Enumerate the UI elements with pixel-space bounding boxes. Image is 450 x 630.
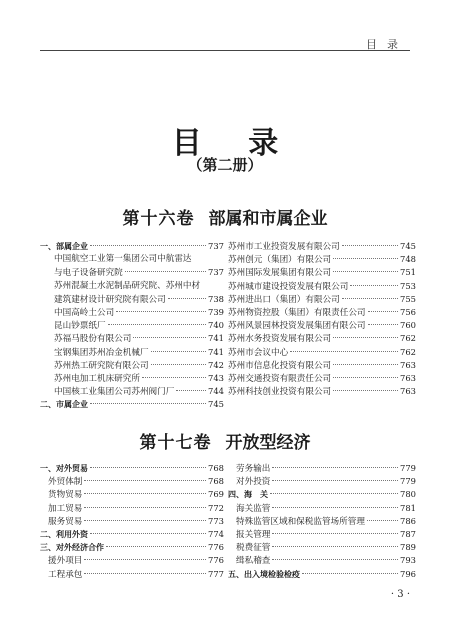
toc-entry bbox=[228, 293, 416, 306]
toc-leader-dots bbox=[84, 520, 206, 521]
toc-entry-title: 苏州进出口（集团）有限公司 bbox=[228, 294, 340, 305]
toc-entry-page: 762 bbox=[400, 333, 416, 344]
toc-entry-title: 苏州城市建设投资发展有限公司 bbox=[228, 281, 349, 292]
toc-entry bbox=[40, 502, 224, 515]
toc-entry-page: 793 bbox=[400, 555, 416, 566]
toc-entry-title: 报关管理 bbox=[236, 529, 271, 540]
toc-entry-title: 四、海 关 bbox=[228, 490, 268, 500]
toc-entry bbox=[40, 346, 224, 359]
page-subtitle: （第二册） bbox=[187, 156, 263, 174]
toc-entry-page: 741 bbox=[208, 346, 224, 357]
toc-leader-dots bbox=[368, 324, 398, 325]
toc-entry bbox=[40, 385, 224, 398]
toc-leader-dots bbox=[368, 311, 398, 312]
toc-entry-page: 745 bbox=[400, 241, 416, 251]
toc-entry-title: 二、利用外资 bbox=[40, 529, 88, 539]
volume-16-heading bbox=[0, 204, 450, 229]
toc-entry bbox=[228, 502, 416, 515]
toc-entry-page: 748 bbox=[400, 254, 416, 265]
toc-entry-page: 743 bbox=[208, 372, 224, 383]
toc-entry bbox=[40, 372, 224, 385]
toc-leader-dots bbox=[133, 337, 206, 338]
toc-leader-dots bbox=[108, 324, 206, 325]
toc-entry-title: 外贸体制 bbox=[48, 477, 83, 488]
toc-entry bbox=[228, 346, 416, 359]
toc-entry bbox=[228, 319, 416, 332]
toc-entry bbox=[40, 293, 224, 306]
toc-entry-page: 753 bbox=[400, 280, 416, 291]
toc-entry bbox=[228, 253, 416, 266]
toc16-right-column bbox=[228, 240, 416, 398]
toc-entry-page: 738 bbox=[208, 293, 224, 304]
toc-leader-dots bbox=[333, 337, 398, 338]
toc-entry bbox=[228, 528, 416, 541]
toc-entry-page: 742 bbox=[208, 359, 224, 370]
toc-entry-page: 745 bbox=[208, 399, 224, 410]
toc-entry bbox=[228, 462, 416, 475]
toc-entry-title: 中国核工业集团公司苏州阀门厂 bbox=[54, 387, 175, 398]
toc-entry bbox=[40, 319, 224, 332]
toc-entry-page: 796 bbox=[400, 568, 416, 579]
toc-entry bbox=[40, 488, 224, 501]
toc-leader-dots bbox=[333, 377, 398, 378]
toc-entry-title: 苏州水务投资发展有限公司 bbox=[228, 334, 332, 345]
toc-leader-dots bbox=[168, 298, 206, 299]
toc-entry-title: 苏州物资控股（集团）有限责任公司 bbox=[228, 307, 366, 318]
toc-entry bbox=[228, 541, 416, 554]
page-title: 目 录 bbox=[171, 126, 297, 161]
toc-entry bbox=[228, 372, 416, 385]
toc-leader-dots bbox=[272, 533, 398, 534]
volume-16-number: 第十六卷 bbox=[122, 209, 195, 229]
toc-entry-title: 昆山钞票纸厂 bbox=[54, 321, 106, 332]
toc-entry bbox=[40, 515, 224, 528]
toc-entry-title: 缉私稽查 bbox=[236, 556, 271, 567]
toc-leader-dots bbox=[125, 271, 206, 272]
toc-leader-dots bbox=[333, 364, 398, 365]
toc-leader-dots bbox=[302, 573, 398, 574]
toc-entry-page: 739 bbox=[208, 306, 224, 317]
toc-leader-dots bbox=[116, 311, 206, 312]
toc16-left-column bbox=[40, 240, 224, 411]
toc-leader-dots bbox=[350, 285, 398, 286]
toc-entry bbox=[228, 488, 416, 501]
toc-entry bbox=[40, 554, 224, 567]
toc-entry bbox=[40, 528, 224, 541]
toc-entry-title: 一、对外贸易 bbox=[40, 464, 88, 473]
volume-17-number: 第十七卷 bbox=[139, 433, 212, 453]
toc-leader-dots bbox=[272, 507, 398, 508]
toc-entry-page: 789 bbox=[400, 542, 416, 553]
page-number: · 3 · bbox=[390, 589, 410, 600]
toc-entry bbox=[228, 515, 416, 528]
toc-entry-page: 777 bbox=[208, 568, 224, 579]
toc-entry bbox=[228, 475, 416, 488]
toc-entry bbox=[228, 266, 416, 279]
volume-17-name: 开放型经济 bbox=[225, 433, 311, 453]
toc-leader-dots bbox=[270, 493, 398, 494]
toc-entry-title: 与电子设备研究院 bbox=[54, 268, 123, 279]
toc-leader-dots bbox=[84, 573, 206, 574]
toc-entry-title: 特殊监管区域和保税监管场所管理 bbox=[236, 516, 365, 527]
toc-entry bbox=[40, 253, 224, 266]
toc-entry-page: 763 bbox=[400, 359, 416, 370]
toc-entry-page: 781 bbox=[400, 502, 416, 513]
toc-entry bbox=[40, 462, 224, 475]
toc-entry bbox=[40, 266, 224, 279]
toc-entry-title: 劳务输出 bbox=[236, 464, 271, 474]
toc-entry-page: 769 bbox=[208, 489, 224, 500]
toc-leader-dots bbox=[272, 546, 398, 547]
toc-entry bbox=[228, 240, 416, 253]
toc-entry bbox=[228, 554, 416, 567]
toc-entry bbox=[40, 398, 224, 411]
toc-entry-title: 援外项目 bbox=[48, 556, 83, 567]
toc-entry-page: 780 bbox=[400, 489, 416, 500]
toc-leader-dots bbox=[142, 377, 206, 378]
toc-entry-page: 768 bbox=[208, 463, 224, 473]
toc-leader-dots bbox=[272, 559, 398, 560]
toc-leader-dots bbox=[84, 493, 206, 494]
toc-entry bbox=[40, 359, 224, 372]
toc-leader-dots bbox=[90, 533, 206, 534]
toc-entry-page: 776 bbox=[208, 542, 224, 553]
toc-entry-page: 776 bbox=[208, 555, 224, 566]
toc-entry-page: 773 bbox=[208, 515, 224, 526]
toc-leader-dots bbox=[333, 258, 398, 259]
toc-entry-page: 760 bbox=[400, 320, 416, 331]
toc-entry-title: 苏州电加工机床研究所 bbox=[54, 373, 140, 384]
toc-entry bbox=[40, 332, 224, 345]
toc-entry-page: 737 bbox=[208, 241, 224, 251]
running-header: 目录 bbox=[366, 38, 408, 51]
toc-entry-page: 763 bbox=[400, 386, 416, 397]
header-rule bbox=[40, 50, 410, 51]
toc-entry bbox=[40, 240, 224, 253]
toc-entry bbox=[228, 568, 416, 581]
toc-entry-title: 货物贸易 bbox=[48, 490, 83, 501]
toc-entry-page: 779 bbox=[400, 476, 416, 487]
toc-entry-title: 苏福马股份有限公司 bbox=[54, 334, 132, 345]
toc-entry bbox=[228, 385, 416, 398]
toc-entry-title: 苏州创元（集团）有限公司 bbox=[228, 255, 332, 266]
toc-leader-dots bbox=[176, 390, 206, 391]
toc-entry-title: 苏州风景园林投资发展集团有限公司 bbox=[228, 321, 366, 332]
toc-leader-dots bbox=[84, 559, 206, 560]
toc-entry-page: 763 bbox=[400, 372, 416, 383]
toc-entry-page: 740 bbox=[208, 320, 224, 331]
toc-leader-dots bbox=[90, 403, 206, 404]
toc-entry-page: 787 bbox=[400, 528, 416, 539]
toc-entry bbox=[40, 541, 224, 554]
toc-entry-page: 741 bbox=[208, 333, 224, 344]
toc-entry bbox=[40, 306, 224, 319]
toc-entry-title: 二、市属企业 bbox=[40, 400, 88, 410]
toc-entry-page: 779 bbox=[400, 463, 416, 473]
toc-entry bbox=[228, 306, 416, 319]
toc-leader-dots bbox=[342, 245, 398, 246]
toc-entry-title: 对外投资 bbox=[236, 477, 271, 488]
toc-leader-dots bbox=[342, 298, 398, 299]
toc-entry bbox=[40, 568, 224, 581]
toc-entry-title: 苏州热工研究院有限公司 bbox=[54, 360, 149, 371]
toc-entry-page: 774 bbox=[208, 528, 224, 539]
toc-entry-title: 中国航空工业第一集团公司中航雷达 bbox=[54, 254, 192, 265]
toc-entry-title: 苏州国际发展集团有限公司 bbox=[228, 268, 332, 279]
toc-entry-page: 755 bbox=[400, 293, 416, 304]
toc-entry-page: 737 bbox=[208, 267, 224, 278]
toc-entry bbox=[228, 359, 416, 372]
toc-entry-page: 772 bbox=[208, 502, 224, 513]
toc-entry-title: 苏州市会议中心 bbox=[228, 347, 289, 358]
toc-leader-dots bbox=[272, 467, 398, 468]
toc-entry-title: 苏州科技创业投资有限公司 bbox=[228, 387, 332, 398]
toc-entry-title: 服务贸易 bbox=[48, 516, 83, 527]
toc17-left-column bbox=[40, 462, 224, 581]
toc-entry-title: 税费征管 bbox=[236, 543, 271, 554]
toc-entry-title: 加工贸易 bbox=[48, 503, 83, 514]
toc-entry-title: 苏州混凝土水泥制品研究院、苏州中材 bbox=[54, 280, 201, 291]
toc-entry-page: 786 bbox=[400, 515, 416, 526]
toc-entry bbox=[228, 280, 416, 293]
volume-17-heading bbox=[0, 428, 450, 453]
toc-entry-title: 工程承包 bbox=[48, 569, 83, 580]
toc-entry-title: 五、出入境检验检疫 bbox=[228, 569, 300, 579]
toc-leader-dots bbox=[151, 351, 206, 352]
toc-entry-page: 744 bbox=[208, 386, 224, 397]
toc-leader-dots bbox=[272, 480, 398, 481]
toc-entry-page: 751 bbox=[400, 267, 416, 278]
toc-entry-title: 建筑建材设计研究院有限公司 bbox=[54, 294, 166, 305]
toc-entry-title: 三、对外经济合作 bbox=[40, 543, 104, 553]
toc-entry-title: 苏州交通投资有限责任公司 bbox=[228, 373, 332, 384]
toc-leader-dots bbox=[333, 390, 398, 391]
toc-leader-dots bbox=[106, 546, 206, 547]
toc-leader-dots bbox=[151, 364, 206, 365]
toc-leader-dots bbox=[333, 271, 398, 272]
toc-entry-title: 宝钢集团苏州冶金机械厂 bbox=[54, 347, 149, 358]
toc-entry bbox=[40, 475, 224, 488]
toc-leader-dots bbox=[290, 351, 398, 352]
toc-leader-dots bbox=[90, 467, 206, 468]
toc-entry bbox=[40, 280, 224, 293]
toc-leader-dots bbox=[84, 507, 206, 508]
toc-entry-title: 中国高岭土公司 bbox=[54, 307, 115, 318]
toc-entry bbox=[228, 332, 416, 345]
toc-leader-dots bbox=[84, 480, 206, 481]
toc-entry-title: 海关监管 bbox=[236, 503, 271, 514]
toc-entry-page: 768 bbox=[208, 476, 224, 487]
toc-entry-title: 一、部属企业 bbox=[40, 242, 88, 251]
toc-leader-dots bbox=[367, 520, 398, 521]
volume-16-name: 部属和市属企业 bbox=[208, 209, 328, 229]
toc-entry-title: 苏州市信息化投资有限公司 bbox=[228, 360, 332, 371]
toc17-right-column bbox=[228, 462, 416, 581]
toc-entry-title: 苏州市工业投资发展有限公司 bbox=[228, 242, 340, 252]
toc-entry-page: 756 bbox=[400, 306, 416, 317]
toc-entry-page: 762 bbox=[400, 346, 416, 357]
toc-leader-dots bbox=[90, 245, 206, 246]
